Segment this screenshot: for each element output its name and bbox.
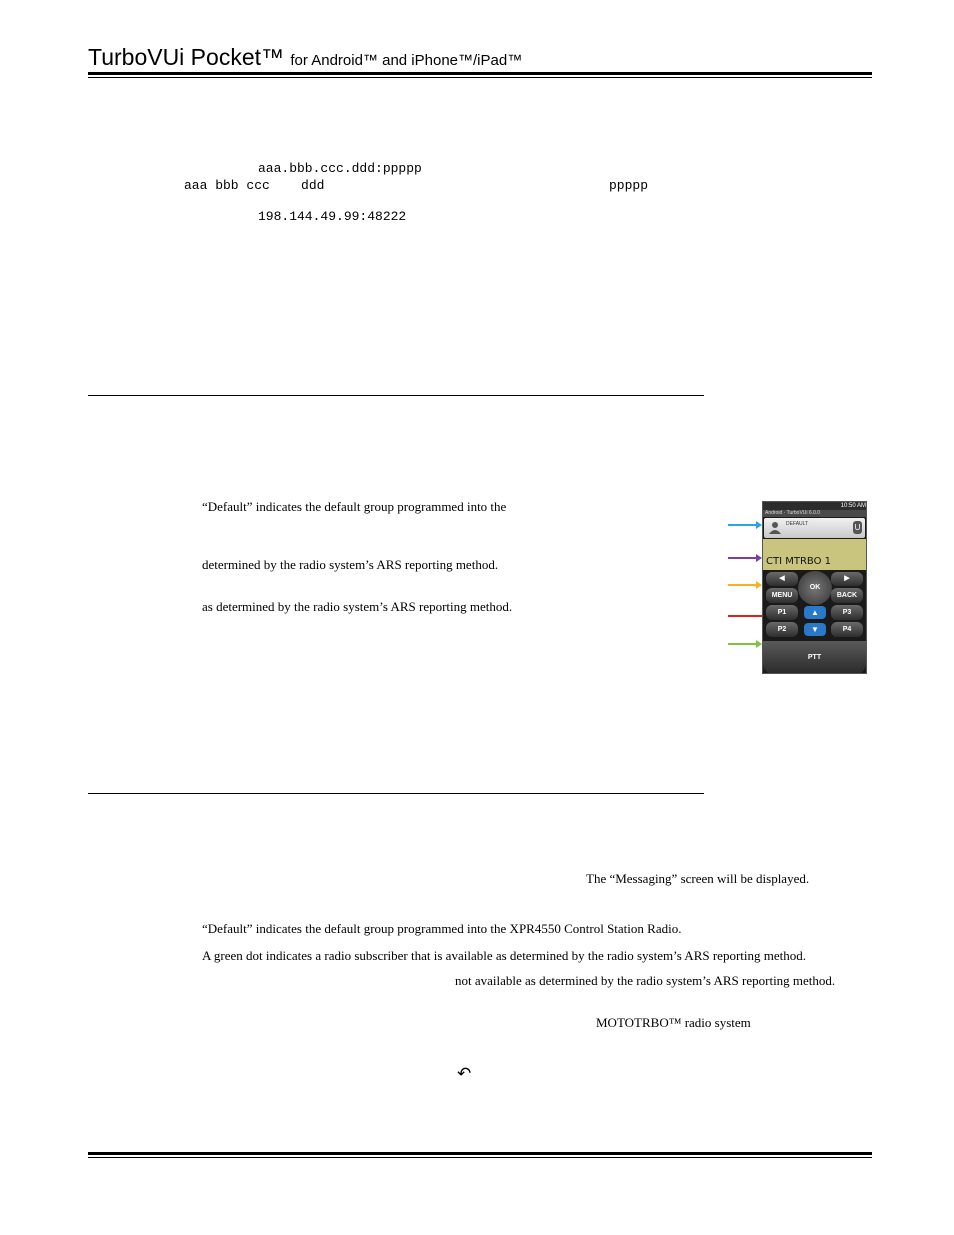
default-group-note: “Default” indicates the default group programmed into the XPR4550 Control Station Radio. bbox=[202, 921, 682, 936]
left-arrow-button[interactable] bbox=[766, 572, 798, 586]
up-arrow-button[interactable] bbox=[804, 606, 826, 619]
p4-button[interactable]: P4 bbox=[831, 622, 863, 637]
header-rule-thin bbox=[88, 77, 872, 78]
p1-button[interactable]: P1 bbox=[766, 605, 798, 620]
right-triangle-icon: ▶ bbox=[844, 575, 850, 582]
available-description: determined by the radio system’s ARS reporting method. bbox=[202, 557, 499, 572]
channel-display bbox=[763, 539, 866, 570]
header-rule bbox=[88, 72, 872, 75]
doc-header bbox=[88, 44, 522, 71]
back-button[interactable]: BACK bbox=[831, 588, 863, 603]
p3-button[interactable]: P3 bbox=[831, 605, 863, 620]
address-port: ppppp bbox=[609, 178, 649, 193]
messaging-screen-note: The “Messaging” screen will be displayed. bbox=[586, 871, 810, 886]
right-arrow-button[interactable] bbox=[831, 572, 863, 586]
arrow-green bbox=[728, 640, 762, 648]
default-description: “Default” indicates the default group programmed into the bbox=[202, 499, 507, 514]
footer-rule bbox=[88, 1152, 872, 1155]
address-parts: aaa bbb ccc ddd bbox=[184, 178, 325, 193]
address-format: aaa.bbb.ccc.ddd:ppppp bbox=[258, 161, 422, 176]
arrow-blue bbox=[728, 521, 762, 529]
back-arrow-icon: ↶ bbox=[457, 1064, 472, 1084]
callout-arrows bbox=[726, 515, 762, 653]
channel-name: CTI MTRBO 1 bbox=[766, 556, 831, 567]
chevron-down-icon: ▼ bbox=[811, 625, 819, 634]
ok-button[interactable]: OK bbox=[798, 571, 832, 605]
footer-rule-thin bbox=[88, 1157, 872, 1158]
menu-button[interactable]: MENU bbox=[766, 588, 798, 603]
left-triangle-icon: ◀ bbox=[779, 575, 785, 582]
p2-button[interactable]: P2 bbox=[766, 622, 798, 637]
status-time: 10:50 AM bbox=[840, 503, 866, 509]
phone-screenshot bbox=[762, 501, 867, 674]
user-icon bbox=[769, 521, 781, 534]
arrow-purple bbox=[728, 554, 762, 562]
mototrbo-note: MOTOTRBO™ radio system bbox=[596, 1015, 751, 1030]
group-selector[interactable] bbox=[764, 518, 865, 538]
green-dot-note: A green dot indicates a radio subscriber that is available as determined by the radio system’s ARS reporting method. bbox=[202, 948, 806, 963]
phone-status-bar bbox=[763, 502, 866, 510]
app-title-bar: Android · TurboVUi 6.0.0 bbox=[763, 510, 866, 517]
group-label: DEFAULT bbox=[786, 521, 809, 527]
header-title: TurboVUi Pocket™ bbox=[88, 44, 284, 70]
address-example: 198.144.49.99:48222 bbox=[258, 209, 407, 224]
unit-toggle-button[interactable]: U bbox=[854, 523, 861, 532]
arrow-yellow bbox=[728, 581, 762, 589]
chevron-up-icon: ▲ bbox=[811, 608, 819, 617]
header-subtitle: for Android™ and iPhone™/iPad™ bbox=[290, 52, 523, 69]
section-divider-1 bbox=[88, 395, 704, 396]
down-arrow-button[interactable] bbox=[804, 623, 826, 636]
not-available-note: not available as determined by the radio system’s ARS reporting method. bbox=[455, 973, 836, 988]
unavailable-description: as determined by the radio system’s ARS reporting method. bbox=[202, 599, 513, 614]
ptt-button[interactable]: PTT bbox=[763, 641, 866, 674]
section-divider-2 bbox=[88, 793, 704, 794]
